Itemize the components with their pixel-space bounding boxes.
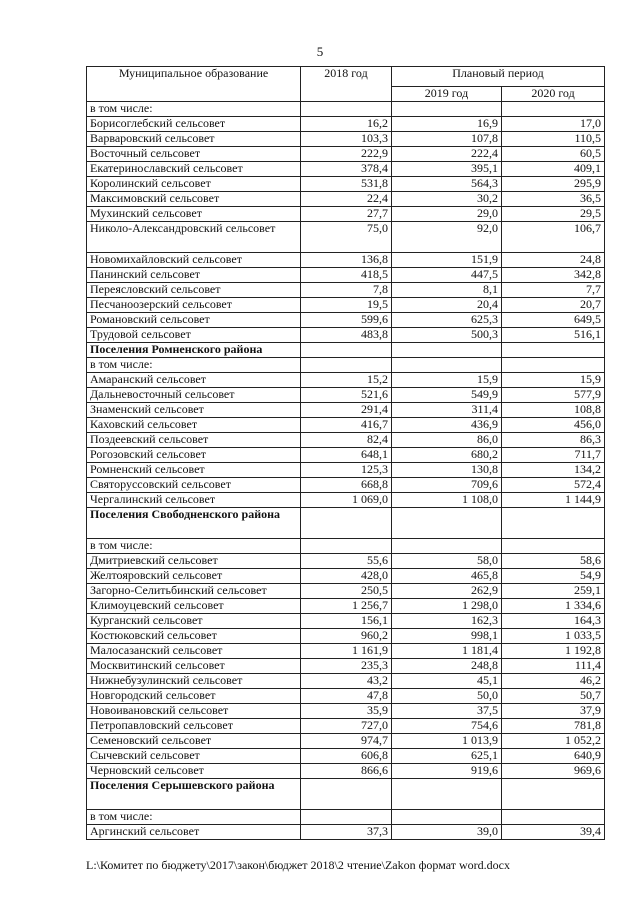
column-header-2018: 2018 год xyxy=(301,67,392,102)
municipality-cell: Желтояровский сельсовет xyxy=(87,569,301,584)
value-2018-cell: 43,2 xyxy=(301,674,392,689)
subheader-row xyxy=(87,358,605,373)
table-row xyxy=(87,373,605,388)
value-2018-cell: 418,5 xyxy=(301,268,392,283)
table-row xyxy=(87,493,605,508)
municipality-cell: в том числе: xyxy=(87,358,301,373)
value-2019-cell: 20,4 xyxy=(392,298,502,313)
table-row xyxy=(87,222,605,253)
value-2019-cell: 16,9 xyxy=(392,117,502,132)
value-2018-cell: 727,0 xyxy=(301,719,392,734)
value-2019-cell: 8,1 xyxy=(392,283,502,298)
municipality-cell: Нижнебузулинский сельсовет xyxy=(87,674,301,689)
table-row xyxy=(87,268,605,283)
municipality-cell: Максимовский сельсовет xyxy=(87,192,301,207)
table-row xyxy=(87,629,605,644)
subheader-row xyxy=(87,102,605,117)
value-2018-cell: 75,0 xyxy=(301,222,392,253)
subheader-row xyxy=(87,539,605,554)
table-row xyxy=(87,478,605,493)
value-2020-cell: 37,9 xyxy=(502,704,605,719)
value-2019-cell: 58,0 xyxy=(392,554,502,569)
value-2019-cell: 50,0 xyxy=(392,689,502,704)
value-2019-cell: 15,9 xyxy=(392,373,502,388)
table-row xyxy=(87,584,605,599)
value-2018-cell xyxy=(301,810,392,825)
municipality-cell: в том числе: xyxy=(87,539,301,554)
value-2020-cell: 342,8 xyxy=(502,268,605,283)
municipality-cell: Амаранский сельсовет xyxy=(87,373,301,388)
value-2019-cell: 45,1 xyxy=(392,674,502,689)
value-2019-cell: 39,0 xyxy=(392,825,502,840)
municipality-cell: в том числе: xyxy=(87,102,301,117)
value-2020-cell: 1 192,8 xyxy=(502,644,605,659)
value-2018-cell: 19,5 xyxy=(301,298,392,313)
value-2019-cell xyxy=(392,343,502,358)
municipality-cell: Восточный сельсовет xyxy=(87,147,301,162)
value-2020-cell: 781,8 xyxy=(502,719,605,734)
value-2020-cell: 1 144,9 xyxy=(502,493,605,508)
municipality-cell: Поселения Серышевского района xyxy=(87,779,301,810)
value-2020-cell: 409,1 xyxy=(502,162,605,177)
municipality-cell: Рогозовский сельсовет xyxy=(87,448,301,463)
table-row xyxy=(87,253,605,268)
value-2019-cell: 86,0 xyxy=(392,433,502,448)
value-2020-cell: 86,3 xyxy=(502,433,605,448)
value-2018-cell: 82,4 xyxy=(301,433,392,448)
table-row xyxy=(87,177,605,192)
municipality-cell: Трудовой сельсовет xyxy=(87,328,301,343)
value-2020-cell xyxy=(502,508,605,539)
value-2020-cell: 577,9 xyxy=(502,388,605,403)
value-2018-cell xyxy=(301,358,392,373)
value-2020-cell: 640,9 xyxy=(502,749,605,764)
value-2019-cell: 222,4 xyxy=(392,147,502,162)
value-2019-cell: 130,8 xyxy=(392,463,502,478)
municipality-cell: Панинский сельсовет xyxy=(87,268,301,283)
value-2018-cell: 378,4 xyxy=(301,162,392,177)
value-2020-cell xyxy=(502,810,605,825)
value-2019-cell: 248,8 xyxy=(392,659,502,674)
table-row xyxy=(87,403,605,418)
value-2020-cell: 649,5 xyxy=(502,313,605,328)
value-2018-cell: 1 256,7 xyxy=(301,599,392,614)
value-2020-cell: 969,6 xyxy=(502,764,605,779)
municipality-cell: Королинский сельсовет xyxy=(87,177,301,192)
value-2018-cell: 15,2 xyxy=(301,373,392,388)
value-2018-cell: 47,8 xyxy=(301,689,392,704)
municipality-cell: Каховский сельсовет xyxy=(87,418,301,433)
value-2019-cell: 162,3 xyxy=(392,614,502,629)
value-2019-cell: 919,6 xyxy=(392,764,502,779)
value-2018-cell xyxy=(301,539,392,554)
table-row xyxy=(87,448,605,463)
value-2020-cell: 259,1 xyxy=(502,584,605,599)
municipality-cell: Песчаноозерский сельсовет xyxy=(87,298,301,313)
value-2019-cell xyxy=(392,779,502,810)
value-2019-cell: 37,5 xyxy=(392,704,502,719)
municipality-cell: Поселения Ромненского района xyxy=(87,343,301,358)
value-2020-cell: 295,9 xyxy=(502,177,605,192)
value-2019-cell: 262,9 xyxy=(392,584,502,599)
municipality-cell: Романовский сельсовет xyxy=(87,313,301,328)
value-2019-cell: 709,6 xyxy=(392,478,502,493)
value-2018-cell: 22,4 xyxy=(301,192,392,207)
value-2019-cell: 680,2 xyxy=(392,448,502,463)
table-row xyxy=(87,132,605,147)
value-2020-cell: 20,7 xyxy=(502,298,605,313)
municipality-cell: Малосазанский сельсовет xyxy=(87,644,301,659)
municipality-cell: Климоуцевский сельсовет xyxy=(87,599,301,614)
column-header-2020: 2020 год xyxy=(502,87,605,102)
value-2018-cell: 235,3 xyxy=(301,659,392,674)
value-2019-cell: 107,8 xyxy=(392,132,502,147)
value-2019-cell xyxy=(392,508,502,539)
value-2018-cell: 428,0 xyxy=(301,569,392,584)
value-2018-cell: 483,8 xyxy=(301,328,392,343)
value-2020-cell: 24,8 xyxy=(502,253,605,268)
table-row xyxy=(87,614,605,629)
value-2020-cell xyxy=(502,358,605,373)
column-header-municipality: Муниципальное образование xyxy=(87,67,301,102)
table-row xyxy=(87,117,605,132)
footer-file-path: L:\Комитет по бюджету\2017\закон\бюджет 2018\2 чтение\Zakon формат word.docx xyxy=(86,858,510,872)
value-2018-cell: 156,1 xyxy=(301,614,392,629)
value-2019-cell: 998,1 xyxy=(392,629,502,644)
municipality-cell: Варваровский сельсовет xyxy=(87,132,301,147)
table-row xyxy=(87,825,605,840)
value-2020-cell: 1 334,6 xyxy=(502,599,605,614)
value-2018-cell: 521,6 xyxy=(301,388,392,403)
municipality-cell: Курганский сельсовет xyxy=(87,614,301,629)
value-2020-cell: 15,9 xyxy=(502,373,605,388)
table-row xyxy=(87,569,605,584)
table-row xyxy=(87,764,605,779)
value-2020-cell: 1 033,5 xyxy=(502,629,605,644)
table-row xyxy=(87,418,605,433)
page-number: 5 xyxy=(316,44,324,59)
value-2018-cell xyxy=(301,343,392,358)
value-2018-cell: 531,8 xyxy=(301,177,392,192)
value-2020-cell: 54,9 xyxy=(502,569,605,584)
value-2019-cell: 1 013,9 xyxy=(392,734,502,749)
value-2018-cell: 866,6 xyxy=(301,764,392,779)
value-2018-cell: 250,5 xyxy=(301,584,392,599)
value-2020-cell: 572,4 xyxy=(502,478,605,493)
value-2020-cell: 39,4 xyxy=(502,825,605,840)
value-2020-cell xyxy=(502,779,605,810)
value-2019-cell: 395,1 xyxy=(392,162,502,177)
value-2020-cell: 516,1 xyxy=(502,328,605,343)
municipality-cell: Петропавловский сельсовет xyxy=(87,719,301,734)
value-2020-cell: 46,2 xyxy=(502,674,605,689)
municipality-cell: Новоивановский сельсовет xyxy=(87,704,301,719)
municipality-cell: Семеновский сельсовет xyxy=(87,734,301,749)
table-row xyxy=(87,734,605,749)
table-row xyxy=(87,433,605,448)
table-row xyxy=(87,704,605,719)
municipality-cell: в том числе: xyxy=(87,810,301,825)
value-2018-cell: 222,9 xyxy=(301,147,392,162)
municipality-cell: Поселения Свободненского района xyxy=(87,508,301,539)
table-row xyxy=(87,659,605,674)
municipality-cell: Новгородский сельсовет xyxy=(87,689,301,704)
value-2019-cell xyxy=(392,102,502,117)
value-2020-cell: 711,7 xyxy=(502,448,605,463)
table-body xyxy=(87,102,605,840)
municipality-cell: Москвитинский сельсовет xyxy=(87,659,301,674)
value-2019-cell: 311,4 xyxy=(392,403,502,418)
value-2019-cell: 151,9 xyxy=(392,253,502,268)
municipality-cell: Переясловский сельсовет xyxy=(87,283,301,298)
municipality-cell: Черновский сельсовет xyxy=(87,764,301,779)
value-2018-cell: 55,6 xyxy=(301,554,392,569)
value-2020-cell xyxy=(502,343,605,358)
column-header-2019: 2019 год xyxy=(392,87,502,102)
budget-table xyxy=(86,66,605,840)
value-2020-cell: 29,5 xyxy=(502,207,605,222)
value-2018-cell: 974,7 xyxy=(301,734,392,749)
table-row xyxy=(87,328,605,343)
municipality-cell: Екатеринославский сельсовет xyxy=(87,162,301,177)
value-2018-cell xyxy=(301,508,392,539)
value-2019-cell: 436,9 xyxy=(392,418,502,433)
municipality-cell: Знаменский сельсовет xyxy=(87,403,301,418)
value-2020-cell: 110,5 xyxy=(502,132,605,147)
column-header-plan-period: Плановый период xyxy=(392,67,605,87)
value-2020-cell: 58,6 xyxy=(502,554,605,569)
municipality-cell: Дмитриевский сельсовет xyxy=(87,554,301,569)
table-row xyxy=(87,554,605,569)
table-row xyxy=(87,719,605,734)
municipality-cell: Чергалинский сельсовет xyxy=(87,493,301,508)
table-row xyxy=(87,147,605,162)
municipality-cell: Сычевский сельсовет xyxy=(87,749,301,764)
value-2019-cell xyxy=(392,810,502,825)
value-2018-cell xyxy=(301,779,392,810)
value-2018-cell: 125,3 xyxy=(301,463,392,478)
value-2020-cell: 456,0 xyxy=(502,418,605,433)
table-row xyxy=(87,162,605,177)
value-2018-cell: 1 069,0 xyxy=(301,493,392,508)
value-2018-cell xyxy=(301,102,392,117)
table-row xyxy=(87,298,605,313)
value-2019-cell: 564,3 xyxy=(392,177,502,192)
value-2020-cell: 1 052,2 xyxy=(502,734,605,749)
value-2020-cell: 106,7 xyxy=(502,222,605,253)
value-2019-cell: 625,3 xyxy=(392,313,502,328)
subheader-row xyxy=(87,810,605,825)
value-2019-cell: 500,3 xyxy=(392,328,502,343)
value-2018-cell: 103,3 xyxy=(301,132,392,147)
value-2020-cell xyxy=(502,102,605,117)
value-2018-cell: 27,7 xyxy=(301,207,392,222)
value-2018-cell: 668,8 xyxy=(301,478,392,493)
municipality-cell: Ромненский сельсовет xyxy=(87,463,301,478)
value-2019-cell: 1 181,4 xyxy=(392,644,502,659)
value-2019-cell: 549,9 xyxy=(392,388,502,403)
value-2020-cell: 108,8 xyxy=(502,403,605,418)
value-2018-cell: 960,2 xyxy=(301,629,392,644)
municipality-cell: Загорно-Селитьбинский сельсовет xyxy=(87,584,301,599)
value-2019-cell: 29,0 xyxy=(392,207,502,222)
group-header-row xyxy=(87,508,605,539)
value-2018-cell: 7,8 xyxy=(301,283,392,298)
municipality-cell: Дальневосточный сельсовет xyxy=(87,388,301,403)
value-2019-cell: 625,1 xyxy=(392,749,502,764)
municipality-cell: Борисоглебский сельсовет xyxy=(87,117,301,132)
table-row xyxy=(87,283,605,298)
value-2018-cell: 136,8 xyxy=(301,253,392,268)
value-2018-cell: 37,3 xyxy=(301,825,392,840)
value-2020-cell: 17,0 xyxy=(502,117,605,132)
value-2018-cell: 1 161,9 xyxy=(301,644,392,659)
municipality-cell: Костюковский сельсовет xyxy=(87,629,301,644)
value-2020-cell xyxy=(502,539,605,554)
group-header-row xyxy=(87,779,605,810)
value-2019-cell: 30,2 xyxy=(392,192,502,207)
value-2018-cell: 291,4 xyxy=(301,403,392,418)
value-2020-cell: 60,5 xyxy=(502,147,605,162)
value-2018-cell: 648,1 xyxy=(301,448,392,463)
value-2020-cell: 7,7 xyxy=(502,283,605,298)
value-2019-cell: 92,0 xyxy=(392,222,502,253)
value-2019-cell: 465,8 xyxy=(392,569,502,584)
municipality-cell: Поздеевский сельсовет xyxy=(87,433,301,448)
value-2019-cell: 754,6 xyxy=(392,719,502,734)
table-row xyxy=(87,599,605,614)
value-2018-cell: 606,8 xyxy=(301,749,392,764)
value-2020-cell: 50,7 xyxy=(502,689,605,704)
value-2020-cell: 111,4 xyxy=(502,659,605,674)
value-2019-cell xyxy=(392,358,502,373)
municipality-cell: Николо-Александровский сельсовет xyxy=(87,222,301,253)
municipality-cell: Новомихайловский сельсовет xyxy=(87,253,301,268)
table-row xyxy=(87,749,605,764)
group-header-row xyxy=(87,343,605,358)
table-row xyxy=(87,674,605,689)
value-2020-cell: 134,2 xyxy=(502,463,605,478)
value-2018-cell: 416,7 xyxy=(301,418,392,433)
value-2020-cell: 36,5 xyxy=(502,192,605,207)
table-row xyxy=(87,207,605,222)
table-row xyxy=(87,313,605,328)
value-2018-cell: 16,2 xyxy=(301,117,392,132)
table-row xyxy=(87,192,605,207)
value-2019-cell xyxy=(392,539,502,554)
value-2019-cell: 447,5 xyxy=(392,268,502,283)
table-row xyxy=(87,689,605,704)
table-row xyxy=(87,644,605,659)
value-2019-cell: 1 108,0 xyxy=(392,493,502,508)
value-2019-cell: 1 298,0 xyxy=(392,599,502,614)
value-2020-cell: 164,3 xyxy=(502,614,605,629)
table-row xyxy=(87,463,605,478)
municipality-cell: Святорусcовский сельсовет xyxy=(87,478,301,493)
municipality-cell: Мухинский сельсовет xyxy=(87,207,301,222)
table-row xyxy=(87,388,605,403)
municipality-cell: Аргинский сельсовет xyxy=(87,825,301,840)
value-2018-cell: 35,9 xyxy=(301,704,392,719)
value-2018-cell: 599,6 xyxy=(301,313,392,328)
